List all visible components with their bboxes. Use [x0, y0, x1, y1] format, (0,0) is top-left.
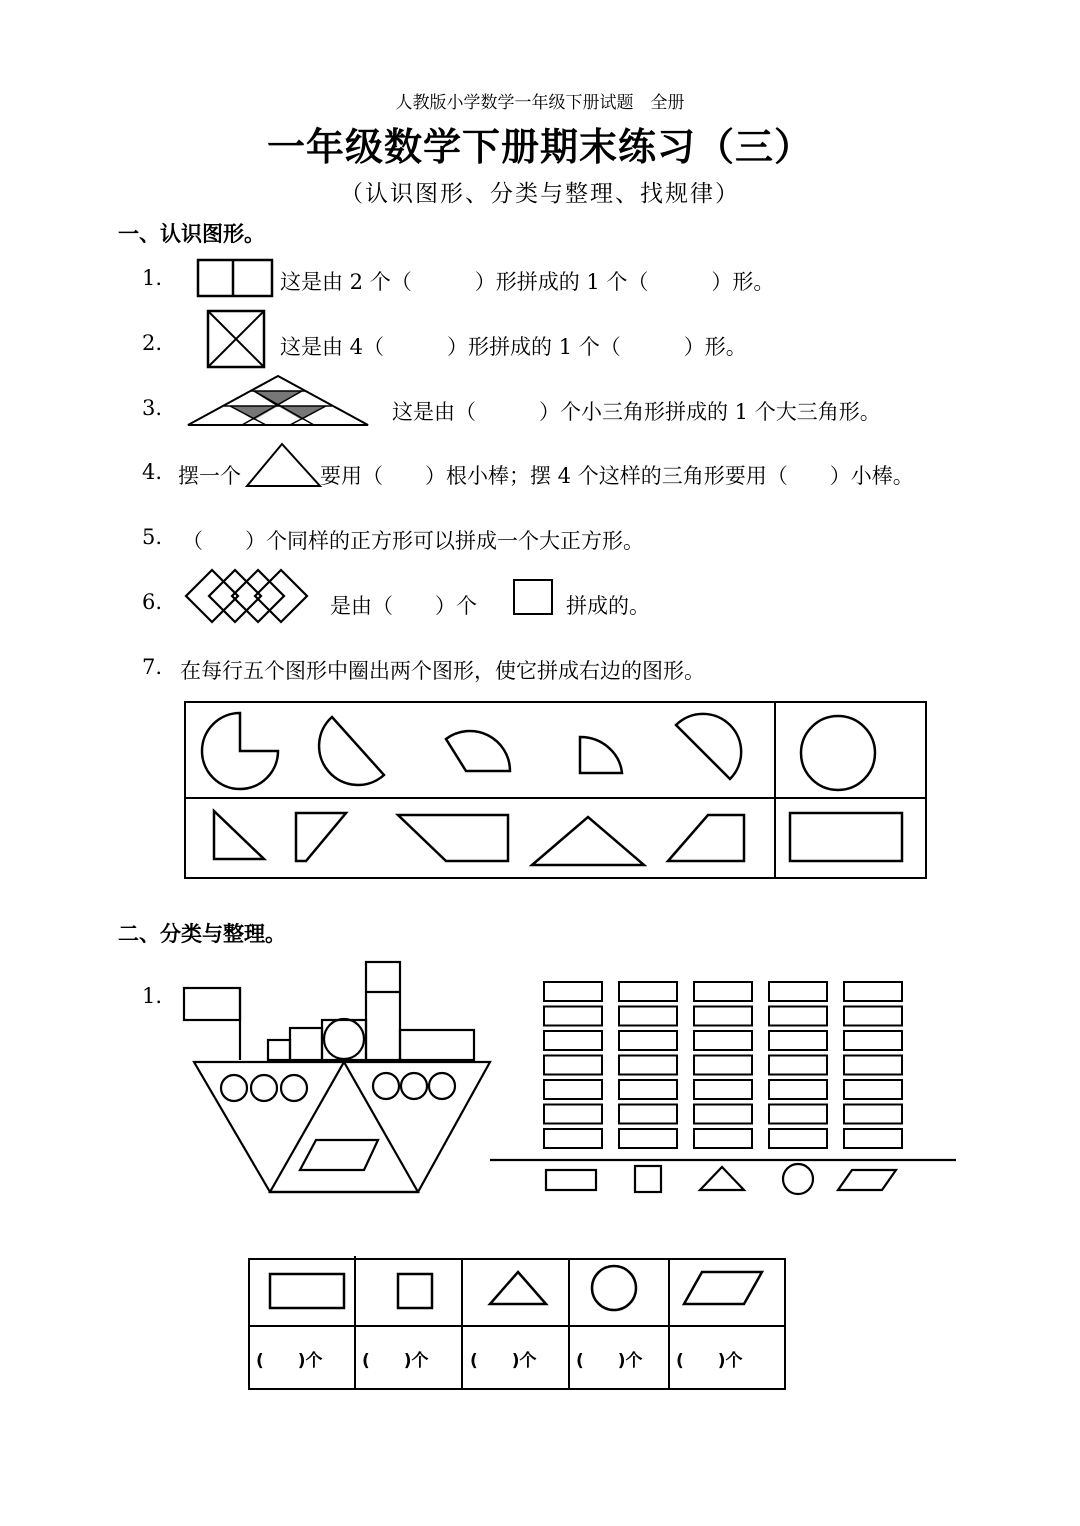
square-figure [512, 578, 554, 616]
trapezoid-shape [296, 813, 346, 861]
tally-box [769, 1080, 827, 1099]
rectangle-header-shape [270, 1274, 344, 1308]
half-circle-shape-2 [676, 714, 741, 779]
rectangle-label-shape [546, 1170, 596, 1190]
tally-box [619, 1080, 677, 1099]
square-header-shape [398, 1274, 432, 1308]
tally-box [694, 1105, 752, 1124]
q4-number: 4. [142, 460, 163, 484]
shapes-matching-table [184, 701, 928, 881]
tally-box [619, 1129, 677, 1148]
overlapping-diamonds-figure [182, 568, 322, 626]
tally-box [544, 1056, 602, 1075]
tally-box [694, 1056, 752, 1075]
q5-text: （ ）个同样的正方形可以拼成一个大正方形。 [182, 529, 644, 553]
tally-box [844, 1080, 902, 1099]
tally-box [544, 1080, 602, 1099]
section1-heading: 一、认识图形。 [118, 222, 265, 246]
count-table [248, 1256, 788, 1392]
parallelogram-label-shape [838, 1170, 896, 1190]
q1-text: 这是由 2 个（ ）形拼成的 1 个（ ）形。 [280, 270, 775, 294]
tally-box [619, 1056, 677, 1075]
page-subtitle: （认识图形、分类与整理、找规律） [340, 181, 740, 207]
tally-box [844, 1031, 902, 1050]
ship-picture [180, 958, 496, 1198]
q2-text: 这是由 4（ ）形拼成的 1 个（ ）形。 [280, 335, 747, 359]
circle-segment-shape [446, 731, 510, 771]
tally-box [544, 1129, 602, 1148]
isosceles-triangle-shape [532, 817, 644, 865]
triangle-label-shape [700, 1167, 744, 1190]
triangle-figure [244, 441, 324, 489]
triangle-header-shape [490, 1272, 546, 1304]
count-square: ( )个 [362, 1351, 429, 1371]
q7-number: 7. [142, 655, 163, 679]
q5-number: 5. [142, 525, 163, 549]
tally-box [769, 1007, 827, 1026]
tally-box [694, 1129, 752, 1148]
tally-box [619, 1031, 677, 1050]
q3-number: 3. [142, 396, 163, 420]
tally-box [544, 1031, 602, 1050]
tally-box [769, 1031, 827, 1050]
tally-box [619, 1105, 677, 1124]
q1-number: 1. [142, 266, 163, 290]
tally-box [544, 982, 602, 1001]
q4-text-post: 要用（ ）根小棒；摆 4 个这样的三角形要用（ ）小棒。 [320, 464, 914, 488]
tally-chart [488, 976, 958, 1198]
tally-box [694, 1080, 752, 1099]
tally-box [844, 982, 902, 1001]
tally-box [844, 1129, 902, 1148]
q6-text-post: 拼成的。 [566, 594, 650, 618]
right-triangle-shape [214, 811, 264, 859]
tally-box [694, 1031, 752, 1050]
tally-box [619, 982, 677, 1001]
page-header: 人教版小学数学一年级下册试题 全册 [395, 93, 685, 113]
quarter-circle-shape [580, 737, 622, 773]
count-triangle: ( )个 [470, 1351, 537, 1371]
triangle-tiling-figure [186, 372, 372, 430]
rectangle-target-shape [790, 813, 902, 861]
tally-box [694, 982, 752, 1001]
tally-box [844, 1007, 902, 1026]
two-squares-figure [196, 258, 276, 298]
tally-box [769, 1056, 827, 1075]
trapezoid-shape-2 [668, 815, 744, 861]
tally-box [544, 1105, 602, 1124]
parallelogram-header-shape [684, 1272, 762, 1304]
q2-number: 2. [142, 331, 163, 355]
tally-box [844, 1056, 902, 1075]
q7-text: 在每行五个图形中圈出两个图形，使它拼成右边的图形。 [180, 659, 705, 683]
q6-text-pre: 是由（ ）个 [330, 594, 477, 618]
section2-heading: 二、分类与整理。 [118, 922, 286, 946]
q6-number: 6. [142, 590, 163, 614]
circle-target-shape [801, 716, 875, 790]
tally-box [544, 1007, 602, 1026]
half-circle-shape [319, 717, 384, 785]
three-quarter-circle-shape [202, 713, 278, 789]
circle-label-shape [783, 1164, 813, 1194]
tally-box [769, 1129, 827, 1148]
tally-box [619, 1007, 677, 1026]
tally-box [844, 1105, 902, 1124]
circle-header-shape [592, 1266, 636, 1310]
s2-q1-number: 1. [142, 984, 163, 1008]
q4-text-pre: 摆一个 [178, 464, 241, 488]
tally-box [769, 1105, 827, 1124]
count-rectangle: ( )个 [256, 1351, 323, 1371]
count-circle: ( )个 [576, 1351, 643, 1371]
four-triangles-square-figure [206, 309, 266, 369]
square-label-shape [635, 1166, 661, 1192]
right-trapezoid-shape [398, 815, 508, 861]
q3-text: 这是由（ ）个小三角形拼成的 1 个大三角形。 [392, 400, 881, 424]
tally-box [769, 982, 827, 1001]
page-title: 一年级数学下册期末练习（三） [266, 125, 813, 169]
count-parallelogram: ( )个 [676, 1351, 743, 1371]
tally-box [694, 1007, 752, 1026]
